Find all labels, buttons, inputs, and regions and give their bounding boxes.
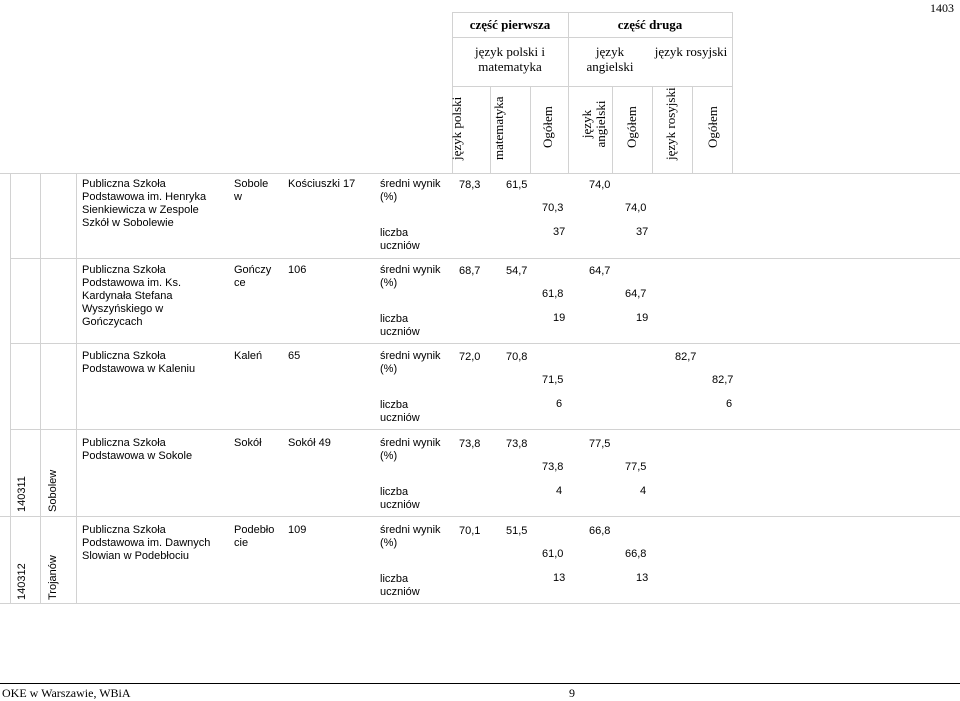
- school-name: Publiczna Szkoła Podstawowa w Kaleniu: [82, 350, 196, 375]
- side-code-sobolew: 140311: [16, 476, 28, 512]
- header-part-one: część pierwsza: [469, 17, 551, 32]
- header-group-russian: język rosyjski: [654, 44, 728, 59]
- polish-score: 70,1: [459, 525, 481, 537]
- count-label: liczba uczniów: [380, 227, 420, 252]
- total-score-3: 82,7: [712, 374, 734, 386]
- school-place: Sokół: [234, 437, 262, 449]
- avg-label: średni wynik (%): [380, 264, 441, 289]
- total-score-1: 70,3: [542, 202, 564, 214]
- footer-organization: OKE w Warszawie, WBiA: [2, 686, 131, 700]
- polish-score: 72,0: [459, 351, 481, 363]
- math-score: 73,8: [506, 438, 528, 450]
- header-group-english: język angielski: [586, 44, 634, 74]
- russian-score: 82,7: [675, 351, 697, 363]
- english-score: 66,8: [589, 525, 611, 537]
- school-name: Publiczna Szkoła Podstawowa im. Ks. Kardynała Stefana Wyszyńskiego w Gończycach: [82, 264, 182, 328]
- header-col-total-2: Ogółem: [624, 106, 639, 148]
- school-place: Kaleń: [234, 350, 263, 362]
- side-name-sobolew: Sobolew: [47, 469, 59, 512]
- footer-divider: [0, 683, 960, 684]
- header-group-polish-math: język polski i matematyka: [474, 44, 546, 74]
- school-name: Publiczna Szkoła Podstawowa im. Henryka Sienkiewicza w Zespole Szkół w Sobolewie: [82, 178, 207, 229]
- total-score-1: 71,5: [542, 374, 564, 386]
- total-score-1: 73,8: [542, 461, 564, 473]
- total-score-2: 77,5: [625, 461, 647, 473]
- avg-label: średni wynik (%): [380, 437, 441, 462]
- header-col-total-3: Ogółem: [705, 106, 720, 148]
- school-place: Gończy ce: [234, 264, 272, 289]
- count-1: 6: [556, 398, 563, 410]
- count-2: 37: [636, 226, 649, 238]
- count-label: liczba uczniów: [380, 313, 420, 338]
- school-address: Sokół 49: [288, 437, 331, 449]
- avg-label: średni wynik (%): [380, 178, 441, 203]
- total-score-1: 61,8: [542, 288, 564, 300]
- school-name: Publiczna Szkoła Podstawowa w Sokole: [82, 437, 193, 462]
- header-col-total-1: Ogółem: [540, 106, 555, 148]
- polish-score: 73,8: [459, 438, 481, 450]
- total-score-2: 74,0: [625, 202, 647, 214]
- polish-score: 68,7: [459, 265, 481, 277]
- count-label: liczba uczniów: [380, 486, 420, 511]
- school-address: 106: [288, 264, 307, 276]
- total-score-2: 64,7: [625, 288, 647, 300]
- school-address: Kościuszki 17: [288, 178, 356, 190]
- school-address: 65: [288, 350, 301, 362]
- page-number-top: 1403: [930, 1, 954, 15]
- count-1: 37: [553, 226, 566, 238]
- math-score: 70,8: [506, 351, 528, 363]
- math-score: 61,5: [506, 179, 528, 191]
- english-score: 64,7: [589, 265, 611, 277]
- count-2: 19: [636, 312, 649, 324]
- school-place: Sobole w: [234, 178, 269, 203]
- school-place: Podebło cie: [234, 524, 275, 549]
- school-address: 109: [288, 524, 307, 536]
- footer-page-number: 9: [569, 686, 575, 700]
- count-1: 13: [553, 572, 566, 584]
- header-col-polish: język polski: [449, 96, 464, 160]
- header-col-math: matematyka: [491, 96, 506, 160]
- total-score-1: 61,0: [542, 548, 564, 560]
- avg-label: średni wynik (%): [380, 524, 441, 549]
- count-label: liczba uczniów: [380, 573, 420, 598]
- count-3: 6: [726, 398, 733, 410]
- english-score: 77,5: [589, 438, 611, 450]
- side-name-trojanow: Trojanów: [47, 555, 59, 600]
- count-1: 4: [556, 485, 563, 497]
- count-label: liczba uczniów: [380, 399, 420, 424]
- avg-label: średni wynik (%): [380, 350, 441, 375]
- side-code-trojanow: 140312: [16, 563, 28, 600]
- count-1: 19: [553, 312, 566, 324]
- math-score: 54,7: [506, 265, 528, 277]
- english-score: 74,0: [589, 179, 611, 191]
- school-name: Publiczna Szkoła Podstawowa im. Dawnych Slowian w Podebłociu: [82, 524, 211, 562]
- math-score: 51,5: [506, 525, 528, 537]
- count-2: 4: [640, 485, 647, 497]
- total-score-2: 66,8: [625, 548, 647, 560]
- header-col-russian: język rosyjski: [663, 87, 678, 160]
- header-part-two: część druga: [617, 17, 683, 32]
- polish-score: 78,3: [459, 179, 481, 191]
- header-col-english: język angielski: [579, 100, 608, 148]
- count-2: 13: [636, 572, 649, 584]
